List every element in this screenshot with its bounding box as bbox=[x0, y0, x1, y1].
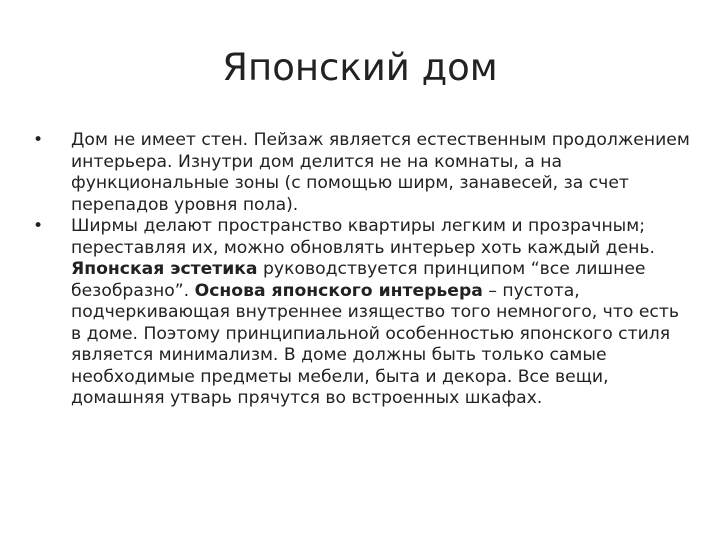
bullet-text bbox=[71, 130, 693, 216]
bold-term-interior-basis: Основа японского интерьера bbox=[194, 280, 483, 301]
bullet-item bbox=[33, 130, 693, 216]
bullet-text bbox=[71, 216, 693, 410]
text-segment: – пустота, подчеркивающая внутреннее изящество того немногого, что есть в доме. Поэтому принципиальной особенностью японского стиля является минимализм. В доме должны быть только самые необходимые предметы мебели, быта и декора. Все вещи, домашняя утварь прячутся во встроенных шкафах. bbox=[71, 280, 679, 408]
bullet-list bbox=[33, 130, 693, 410]
text-segment: Дом не имеет стен. Пейзаж является естественным продолжением интерьера. Изнутри дом делится не на комнаты, а на функциональные зоны (с помощью ширм, занавесей, за счет перепадов уровня пола). bbox=[71, 130, 690, 215]
bullet-dot-icon: • bbox=[33, 216, 44, 236]
bold-term-japanese-aesthetics: Японская эстетика bbox=[71, 259, 258, 279]
bullet-item bbox=[33, 216, 693, 410]
text-segment: руководствуется принципом “все лишнее безобразно”. bbox=[71, 259, 646, 301]
bullet-dot-icon: • bbox=[33, 130, 44, 150]
text-segment: Ширмы делают пространство квартиры легким и прозрачным; переставляя их, можно обновлять интерьер хоть каждый день. bbox=[71, 216, 655, 258]
slide-title: Японский дом bbox=[222, 46, 498, 89]
